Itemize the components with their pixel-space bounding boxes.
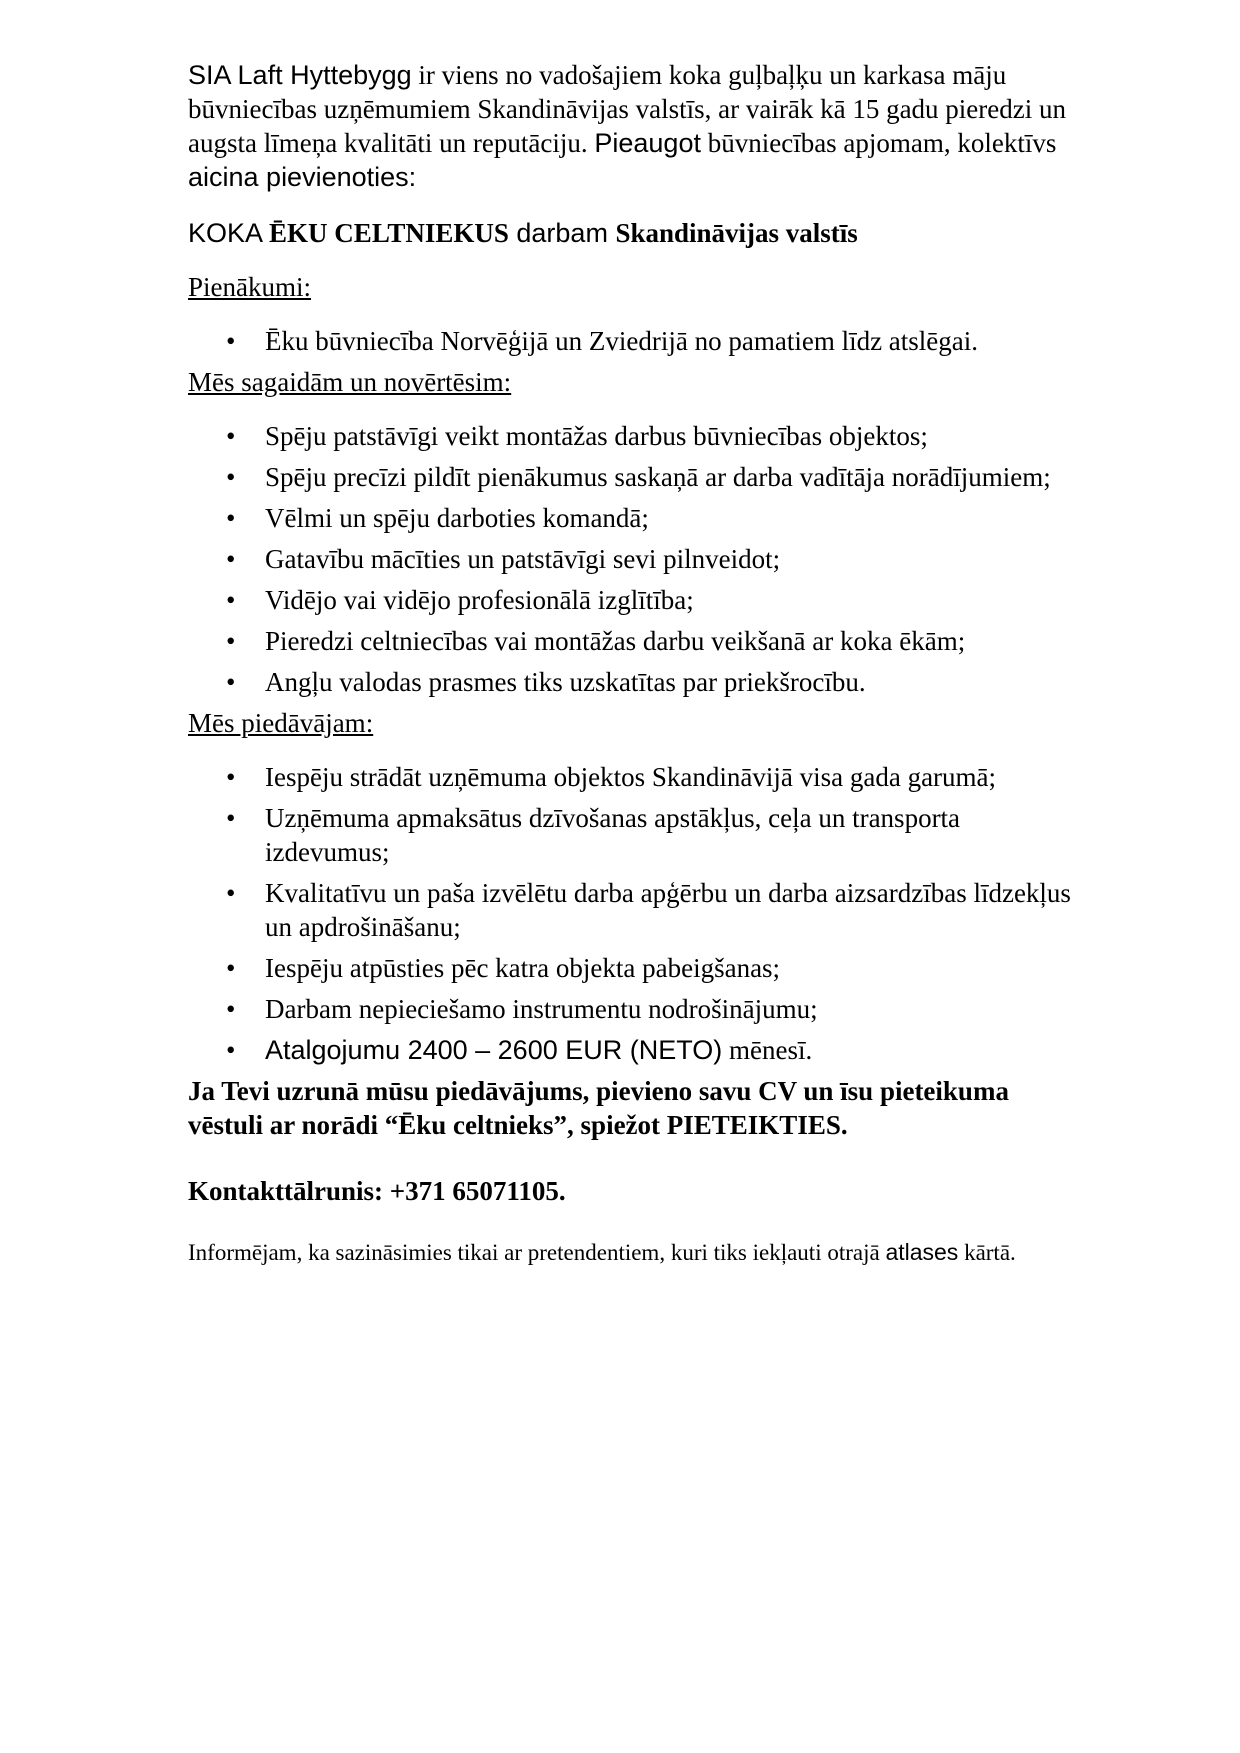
bullet-icon: • — [226, 503, 236, 533]
list-item: • Vēlmi un spēju darboties komandā; — [226, 503, 649, 533]
salary-text: Atalgojumu 2400 – 2600 EUR (NETO) — [265, 1035, 723, 1065]
offer-list — [188, 760, 1088, 1067]
bullet-icon: • — [226, 544, 236, 574]
bullet-icon: • — [226, 953, 236, 983]
job-posting-document — [188, 58, 1088, 1267]
intro-paragraph: SIA Laft Hyttebygg ir viens no vadošajiem koka guļbaļķu un karkasa māju būvniecības uzņēmumiem Skandināvijas valstīs, ar vairāk kā 15 gadu pieredzi un augsta līmeņa kvalitāti un reputāciju. Pieaugot būvniecības apjomam, kolektīvs aicina pievienoties: — [188, 60, 1067, 192]
list-item: • Kvalitatīvu un paša izvēlētu darba apģērbu un darba aizsardzības līdzekļus un apdrošināšanu; — [226, 878, 1071, 942]
list-item: • Pieredzi celtniecības vai montāžas darbu veikšanā ar koka ēkām; — [226, 626, 966, 656]
bullet-icon: • — [226, 1035, 236, 1065]
bullet-icon: • — [226, 585, 236, 615]
list-item: • Spēju precīzi pildīt pienākumus saskaņā ar darba vadītāja norādījumiem; — [226, 462, 1051, 492]
bullet-icon: • — [226, 803, 236, 833]
list-item: • Angļu valodas prasmes tiks uzskatītas par priekšrocību. — [226, 667, 866, 697]
duties-list — [188, 324, 1088, 358]
list-item: • Spēju patstāvīgi veikt montāžas darbus būvniecības objektos; — [226, 421, 928, 451]
requirements-title: Mēs sagaidām un novērtēsim: — [188, 367, 512, 397]
contact-phone: Kontakttālrunis: +371 65071105. — [188, 1176, 566, 1206]
list-item: • Atalgojumu 2400 – 2600 EUR (NETO) mēnesī. — [226, 1035, 813, 1065]
bullet-icon: • — [226, 421, 236, 451]
bullet-icon: • — [226, 762, 236, 792]
offer-title: Mēs piedāvājam: — [188, 708, 374, 738]
company-name: SIA Laft Hyttebygg — [188, 60, 412, 90]
bullet-icon: • — [226, 462, 236, 492]
job-title-heading: KOKA ĒKU CELTNIEKUS darbam Skandināvijas valstīs — [188, 218, 858, 248]
list-item: • Ēku būvniecība Norvēģijā un Zviedrijā no pamatiem līdz atslēgai. — [226, 326, 979, 356]
bullet-icon: • — [226, 626, 236, 656]
bullet-icon: • — [226, 667, 236, 697]
list-item: • Uzņēmuma apmaksātus dzīvošanas apstākļus, ceļa un transporta izdevumus; — [226, 803, 961, 867]
list-item: • Darbam nepieciešamo instrumentu nodrošinājumu; — [226, 994, 818, 1024]
selection-note: Informējam, ka sazināsimies tikai ar pretendentiem, kuri tiks iekļauti otrajā atlases kārtā. — [188, 1239, 1016, 1265]
bullet-icon: • — [226, 994, 236, 1024]
requirements-list — [188, 419, 1088, 699]
duties-title: Pienākumi: — [188, 272, 311, 302]
list-item: • Vidējo vai vidējo profesionālā izglītība; — [226, 585, 694, 615]
bullet-icon: • — [226, 878, 236, 908]
list-item: • Iespēju atpūsties pēc katra objekta pabeigšanas; — [226, 953, 781, 983]
bullet-icon: • — [226, 326, 236, 356]
apply-paragraph: Ja Tevi uzrunā mūsu piedāvājums, pievieno savu CV un īsu pieteikuma vēstuli ar norādi “Ēku celtnieks”, spiežot PIETEIKTIES. — [188, 1076, 1009, 1140]
list-item: • Gatavību mācīties un patstāvīgi sevi pilnveidot; — [226, 544, 781, 574]
list-item: • Iespēju strādāt uzņēmuma objektos Skandināvijā visa gada garumā; — [226, 762, 997, 792]
